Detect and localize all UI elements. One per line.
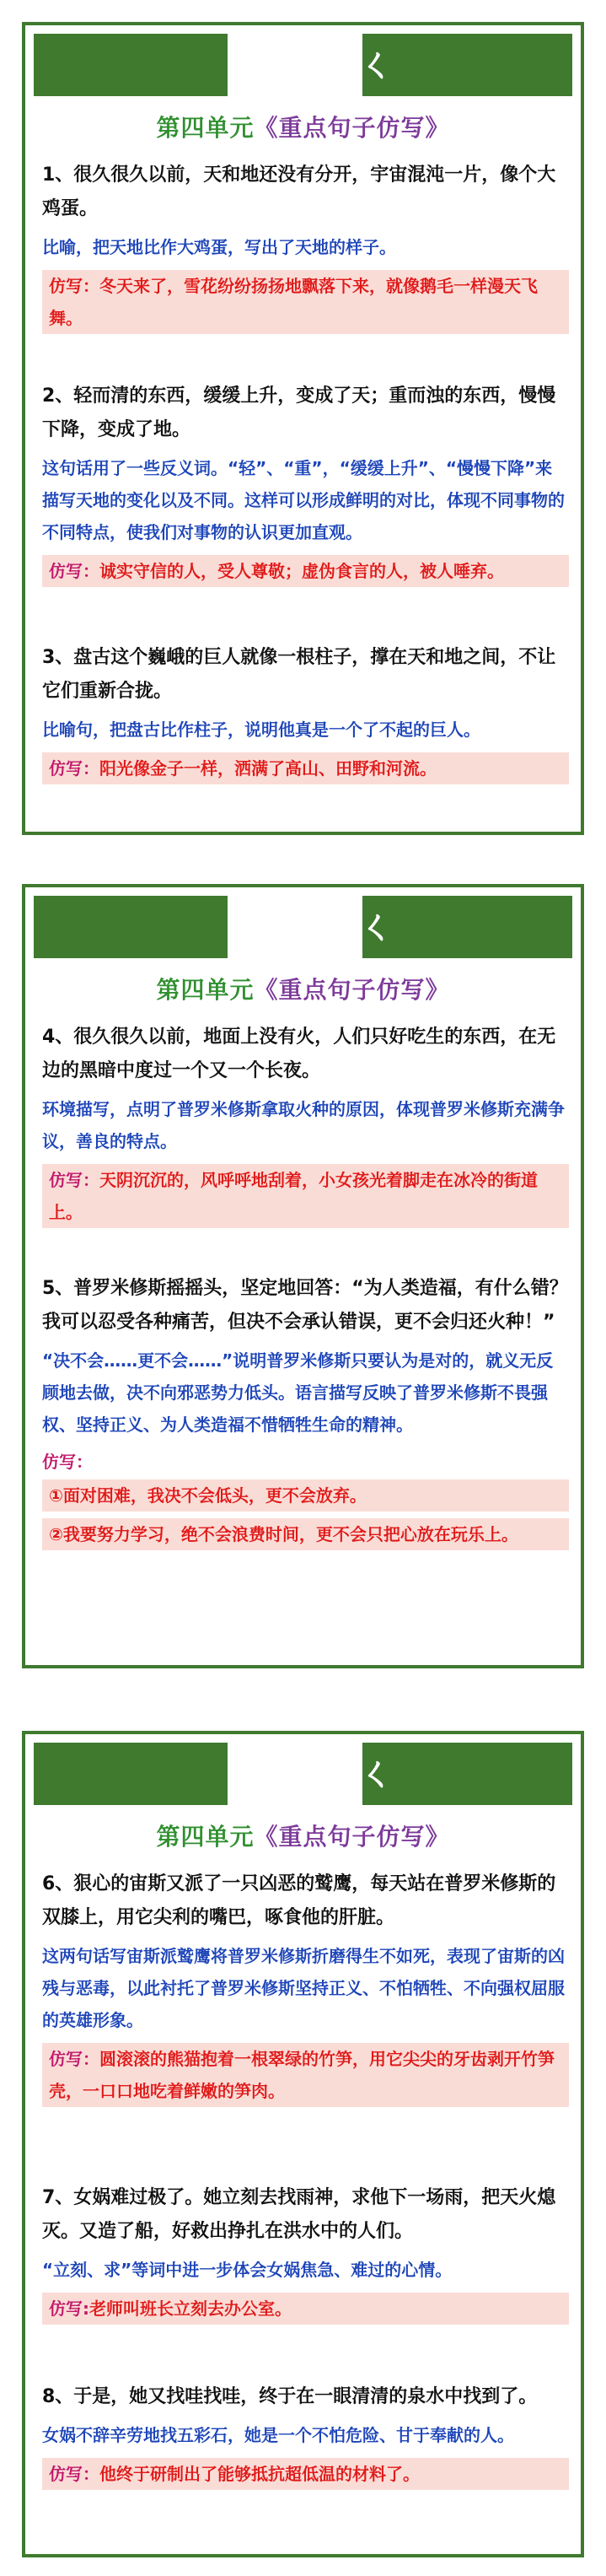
- imitation-text: 他终于研制出了能够抵抗超低温的材料了。: [99, 2464, 420, 2484]
- imitation-text: 诚实守信的人，受人尊敬；虚伪食言的人，被人唾弃。: [99, 561, 504, 581]
- imitation-item-2: ②我要努力学习，绝不会浪费时间，更不会只把心放在玩乐上。: [42, 1518, 569, 1550]
- imitation-label: 仿写：: [42, 1452, 93, 1472]
- banner-mark: ㄑ: [358, 43, 395, 86]
- imitation-label: 仿写：: [49, 1170, 99, 1190]
- sentence-section-6: [42, 1867, 569, 2107]
- imitation-label: 仿写：: [49, 2464, 99, 2484]
- analysis-text: “立刻、求”等词中进一步体会女娲焦急、难过的心情。: [42, 2260, 453, 2280]
- imitation-label: 仿写：: [49, 561, 99, 581]
- banner-mark: ㄑ: [358, 905, 395, 948]
- banner-mark: ㄑ: [358, 1752, 395, 1795]
- imitation-item-1: ①面对困难，我决不会低头，更不会放弃。: [42, 1479, 569, 1512]
- sentence-text: 1、很久很久以前，天和地还没有分开，宇宙混沌一片，像个大鸡蛋。: [42, 164, 556, 219]
- imitation-label: 仿写:: [49, 2298, 89, 2319]
- analysis-text: 比喻，把天地比作大鸡蛋，写出了天地的样子。: [42, 237, 396, 257]
- analysis-text: 这句话用了一些反义词。“轻”、“重”，“缓缓上升”、“慢慢下降”来描写天地的变化以及不同。这样可以形成鲜明的对比，体现不同事物的不同特点，使我们对事物的认识更加直观。: [42, 458, 565, 542]
- unit-title: [25, 972, 581, 1005]
- unit-subtitle: 《重点句子仿写》: [254, 114, 450, 142]
- analysis-text: “决不会……更不会……”说明普罗米修斯只要认为是对的，就义无反顾地去做，决不向邪恶势力低头。语言描写反映了普罗米修斯不畏强权、坚持正义、为人类造福不惜牺牲生命的精神。: [42, 1350, 554, 1435]
- unit-number: 第四单元: [156, 1823, 255, 1851]
- sentence-text: 6、狠心的宙斯又派了一只凶恶的鹫鹰，每天站在普罗米修斯的双膝上，用它尖利的嘴巴，啄食他的肝脏。: [42, 1873, 556, 1928]
- sentence-text: 7、女娲难过极了。她立刻去找雨神，求他下一场雨，把天火熄灭。又造了船，好救出挣扎在洪水中的人们。: [42, 2187, 556, 2242]
- unit-subtitle: 《重点句子仿写》: [254, 1823, 450, 1851]
- sentence-text: 8、于是，她又找哇找哇，终于在一眼清清的泉水中找到了。: [42, 2386, 538, 2407]
- banner-white-tab: [228, 896, 362, 958]
- sentence-text: 3、盘古这个巍峨的巨人就像一根柱子，撑在天和地之间，不让它们重新合拢。: [42, 647, 556, 702]
- card-3: [22, 1731, 584, 2557]
- imitation-text: 冬天来了，雪花纷纷扬扬地飘落下来，就像鹅毛一样漫天飞舞。: [49, 276, 538, 328]
- imitation-text: 圆滚滚的熊猫抱着一根翠绿的竹笋，用它尖尖的牙齿剥开竹笋壳，一口口地吃着鲜嫩的笋肉。: [49, 2049, 555, 2101]
- unit-title: [25, 1819, 581, 1852]
- unit-title: [25, 110, 581, 143]
- banner-white-tab: [228, 34, 362, 96]
- sentence-section-4: [42, 1021, 569, 1228]
- analysis-text: 这两句话写宙斯派鹫鹰将普罗米修斯折磨得生不如死，表现了宙斯的凶残与恶毒，以此衬托了普罗米修斯坚持正义、不怕牺牲、不向强权屈服的英雄形象。: [42, 1946, 565, 2030]
- unit-number: 第四单元: [156, 976, 255, 1004]
- banner-white-tab: [228, 1743, 362, 1805]
- banner: [34, 896, 572, 958]
- analysis-text: 女娲不辞辛劳地找五彩石，她是一个不怕危险、甘于奉献的人。: [42, 2425, 514, 2445]
- imitation-box: [42, 2458, 569, 2490]
- imitation-label: 仿写：: [49, 276, 99, 296]
- sentence-section-1: [42, 159, 569, 334]
- unit-subtitle: 《重点句子仿写》: [254, 976, 450, 1004]
- imitation-box: [42, 2293, 569, 2325]
- imitation-box: [42, 752, 569, 784]
- sentence-section-5: [42, 1272, 569, 1550]
- imitation-label: 仿写：: [49, 2049, 99, 2069]
- sentence-text: 5、普罗米修斯摇摇头，坚定地回答：“为人类造福，有什么错？我可以忍受各种痛苦，但决不会承认错误，更不会归还火种！”: [42, 1278, 568, 1333]
- imitation-label: 仿写：: [49, 758, 99, 779]
- imitation-box: [42, 555, 569, 587]
- analysis-text: 环境描写，点明了普罗米修斯拿取火种的原因，体现普罗米修斯充满争议，善良的特点。: [42, 1099, 565, 1151]
- imitation-text: 老师叫班长立刻去办公室。: [89, 2298, 292, 2319]
- unit-number: 第四单元: [156, 114, 255, 142]
- card-2: [22, 884, 584, 1668]
- banner: [34, 34, 572, 96]
- card-1: [22, 22, 584, 835]
- sentence-text: 4、很久很久以前，地面上没有火，人们只好吃生的东西，在无边的黑暗中度过一个又一个长夜。: [42, 1027, 556, 1081]
- imitation-box: [42, 1164, 569, 1228]
- imitation-box: [42, 270, 569, 334]
- analysis-text: 比喻句，把盘古比作柱子，说明他真是一个了不起的巨人。: [42, 719, 480, 740]
- sentence-text: 2、轻而清的东西，缓缓上升，变成了天；重而浊的东西，慢慢下降，变成了地。: [42, 385, 556, 440]
- sentence-section-2: [42, 380, 569, 587]
- sentence-section-8: [42, 2380, 569, 2490]
- imitation-text: 天阴沉沉的，风呼呼地刮着，小女孩光着脚走在冰冷的街道上。: [49, 1170, 538, 1222]
- banner: [34, 1743, 572, 1805]
- sentence-section-3: [42, 641, 569, 784]
- imitation-text: 阳光像金子一样，洒满了高山、田野和河流。: [99, 758, 437, 779]
- sentence-section-7: [42, 2181, 569, 2325]
- imitation-box: [42, 2043, 569, 2107]
